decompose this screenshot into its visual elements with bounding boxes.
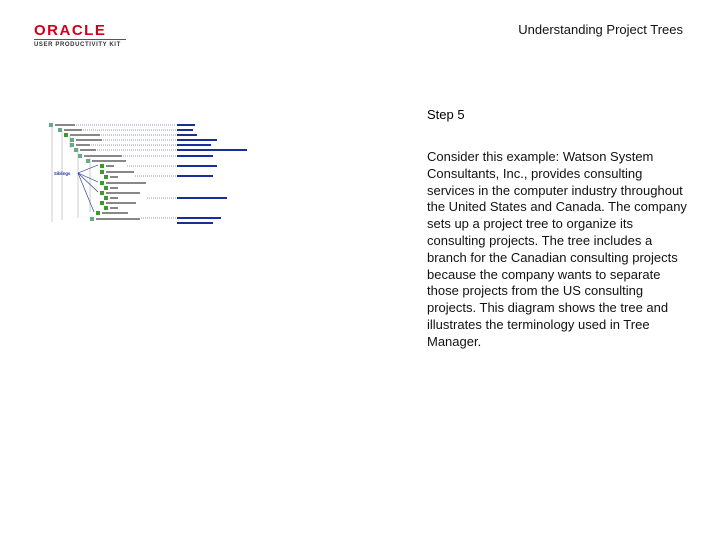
logo-brand: ORACLE (34, 22, 107, 39)
logo-divider (34, 39, 126, 40)
page-title: Understanding Project Trees (518, 22, 683, 37)
step-description: Consider this example: Watson System Consultants, Inc., provides consulting services in the computer industry throughout the United States and Canada. The company sets up a project tree to organize its consulting projects. The tree includes a branch for the Canadian consulting projects because the company wants to separate those projects from the US consulting projects. This diagram shows the tree and illustrates the terminology used in Tree Manager. (427, 149, 687, 349)
oracle-upk-logo (34, 24, 134, 48)
siblings-annotation: Siblings (54, 171, 71, 176)
project-tree-diagram (46, 118, 254, 226)
logo-product: USER PRODUCTIVITY KIT (34, 42, 121, 48)
step-label: Step 5 (427, 107, 465, 122)
tree-diagram-graphic (46, 118, 254, 226)
